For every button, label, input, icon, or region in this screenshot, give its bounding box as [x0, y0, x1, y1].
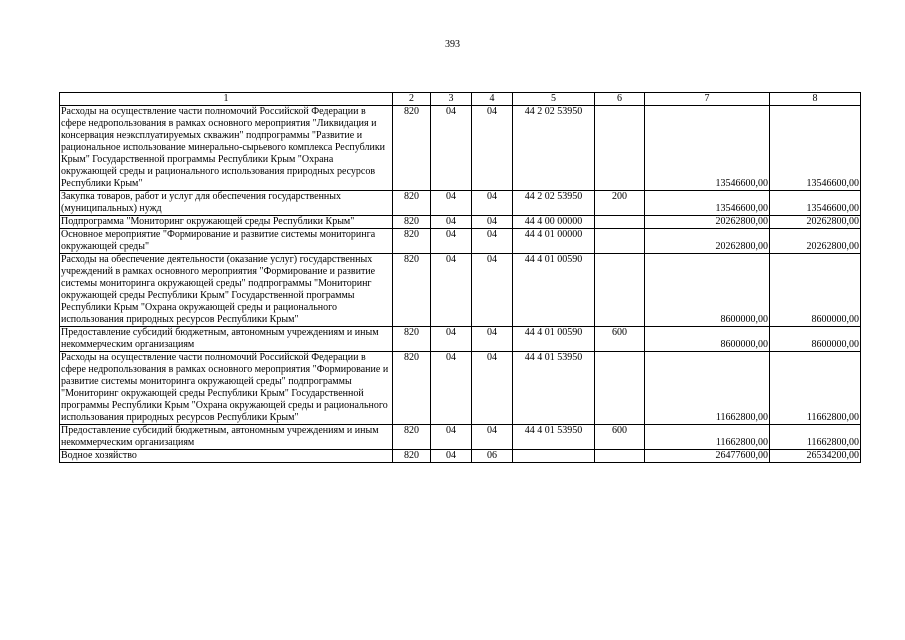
row-expense-type-code: 200: [595, 191, 645, 216]
row-amount-year2: 26534200,00: [770, 450, 861, 463]
header-row: [60, 93, 861, 106]
row-section-code: 04: [431, 450, 472, 463]
table-row: [60, 106, 861, 191]
row-subsection-code: 04: [472, 191, 513, 216]
row-amount-year2: 13546600,00: [770, 106, 861, 191]
row-section-code: 04: [431, 106, 472, 191]
row-name-cell: Расходы на обеспечение деятельности (оказание услуг) государственных учреждений в рамках основного мероприятия "Формирование и развитие системы мониторинга окружающей среды" подпрограммы "Мониторинг окружающей среды Республики Крым" Государственной программы Республики Крым "Охрана окружающей среды и рационального использования природных ресурсов Республики Крым": [60, 254, 393, 327]
row-name-cell: Основное мероприятие "Формирование и развитие системы мониторинга окружающей среды": [60, 229, 393, 254]
row-ministry-code: 820: [393, 254, 431, 327]
table-row: [60, 216, 861, 229]
header-cell-5: 5: [513, 93, 595, 106]
row-amount-year1: 13546600,00: [645, 191, 770, 216]
row-name-cell: Водное хозяйство: [60, 450, 393, 463]
row-target-article-code: 44 4 01 53950: [513, 425, 595, 450]
row-name-cell: Предоставление субсидий бюджетным, автономным учреждениям и иным некоммерческим организациям: [60, 425, 393, 450]
budget-table: [59, 92, 861, 463]
table-row: [60, 229, 861, 254]
table-row: [60, 191, 861, 216]
row-amount-year2: 8600000,00: [770, 327, 861, 352]
row-amount-year1: 11662800,00: [645, 425, 770, 450]
row-target-article-code: 44 4 00 00000: [513, 216, 595, 229]
row-subsection-code: 04: [472, 254, 513, 327]
row-amount-year2: 20262800,00: [770, 229, 861, 254]
header-cell-8: 8: [770, 93, 861, 106]
row-amount-year2: 13546600,00: [770, 191, 861, 216]
row-expense-type-code: 600: [595, 425, 645, 450]
row-ministry-code: 820: [393, 450, 431, 463]
row-expense-type-code: [595, 106, 645, 191]
header-cell-2: 2: [393, 93, 431, 106]
row-amount-year1: 8600000,00: [645, 254, 770, 327]
row-name-cell: Предоставление субсидий бюджетным, автономным учреждениям и иным некоммерческим организациям: [60, 327, 393, 352]
header-cell-1: 1: [60, 93, 393, 106]
row-expense-type-code: [595, 254, 645, 327]
row-subsection-code: 04: [472, 352, 513, 425]
table-row: [60, 254, 861, 327]
row-amount-year1: 13546600,00: [645, 106, 770, 191]
row-amount-year2: 11662800,00: [770, 425, 861, 450]
table-body: [60, 93, 861, 463]
row-ministry-code: 820: [393, 229, 431, 254]
row-amount-year1: 26477600,00: [645, 450, 770, 463]
row-subsection-code: 04: [472, 229, 513, 254]
row-subsection-code: 04: [472, 216, 513, 229]
row-ministry-code: 820: [393, 425, 431, 450]
table-row: [60, 425, 861, 450]
row-amount-year1: 20262800,00: [645, 229, 770, 254]
table-row: [60, 450, 861, 463]
row-target-article-code: 44 4 01 53950: [513, 352, 595, 425]
row-expense-type-code: [595, 216, 645, 229]
header-cell-3: 3: [431, 93, 472, 106]
row-ministry-code: 820: [393, 106, 431, 191]
row-section-code: 04: [431, 327, 472, 352]
row-expense-type-code: [595, 229, 645, 254]
row-name-cell: Закупка товаров, работ и услуг для обеспечения государственных (муниципальных) нужд: [60, 191, 393, 216]
row-section-code: 04: [431, 191, 472, 216]
page-number: 393: [445, 39, 460, 50]
row-expense-type-code: 600: [595, 327, 645, 352]
row-subsection-code: 04: [472, 425, 513, 450]
row-target-article-code: 44 2 02 53950: [513, 106, 595, 191]
row-ministry-code: 820: [393, 216, 431, 229]
row-ministry-code: 820: [393, 352, 431, 425]
row-ministry-code: 820: [393, 327, 431, 352]
row-target-article-code: 44 4 01 00590: [513, 327, 595, 352]
table-row: [60, 352, 861, 425]
row-amount-year2: 20262800,00: [770, 216, 861, 229]
row-subsection-code: 06: [472, 450, 513, 463]
row-expense-type-code: [595, 352, 645, 425]
header-cell-7: 7: [645, 93, 770, 106]
row-amount-year1: 11662800,00: [645, 352, 770, 425]
row-target-article-code: [513, 450, 595, 463]
row-target-article-code: 44 4 01 00590: [513, 254, 595, 327]
row-expense-type-code: [595, 450, 645, 463]
row-section-code: 04: [431, 254, 472, 327]
row-section-code: 04: [431, 425, 472, 450]
header-cell-4: 4: [472, 93, 513, 106]
row-section-code: 04: [431, 229, 472, 254]
row-section-code: 04: [431, 352, 472, 425]
row-subsection-code: 04: [472, 106, 513, 191]
row-section-code: 04: [431, 216, 472, 229]
row-target-article-code: 44 4 01 00000: [513, 229, 595, 254]
row-amount-year2: 8600000,00: [770, 254, 861, 327]
header-cell-6: 6: [595, 93, 645, 106]
row-target-article-code: 44 2 02 53950: [513, 191, 595, 216]
row-amount-year1: 20262800,00: [645, 216, 770, 229]
row-subsection-code: 04: [472, 327, 513, 352]
row-ministry-code: 820: [393, 191, 431, 216]
row-name-cell: Подпрограмма "Мониторинг окружающей среды Республики Крым": [60, 216, 393, 229]
row-amount-year1: 8600000,00: [645, 327, 770, 352]
row-name-cell: Расходы на осуществление части полномочий Российской Федерации в сфере недропользования в рамках основного мероприятия "Формирование и развитие системы мониторинга окружающей среды" подпрограммы "Мониторинг окружающей среды Республики Крым" Государственной программы Республики Крым "Охрана окружающей среды и рационального использования природных ресурсов Республики Крым": [60, 352, 393, 425]
row-amount-year2: 11662800,00: [770, 352, 861, 425]
row-name-cell: Расходы на осуществление части полномочий Российской Федерации в сфере недропользования в рамках основного мероприятия "Ликвидация и консервация неэксплуатируемых скважин" подпрограммы "Развитие и рациональное использование минерально-сырьевого комплекса Республики Крым" Государственной программы Республики Крым "Охрана окружающей среды и рационального использования природных ресурсов Республики Крым": [60, 106, 393, 191]
table-row: [60, 327, 861, 352]
